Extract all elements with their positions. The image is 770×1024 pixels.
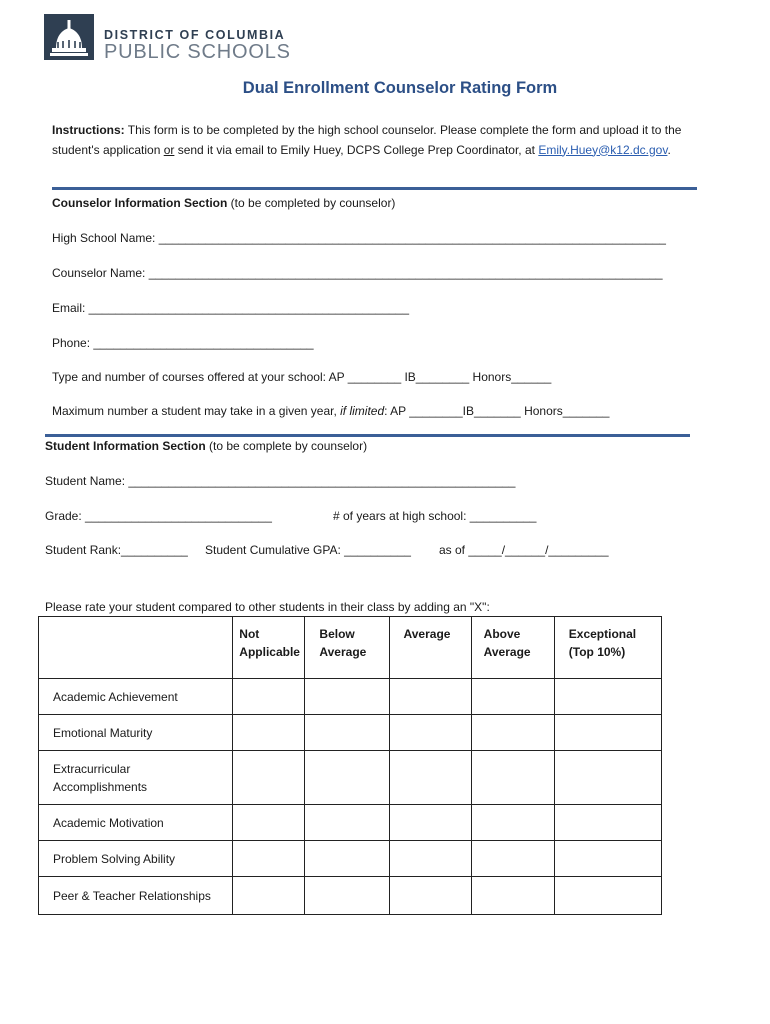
instructions-paragraph bbox=[52, 121, 692, 160]
rating-cell[interactable] bbox=[471, 805, 554, 841]
rating-prompt: Please rate your student compared to other students in their class by adding an "X": bbox=[45, 600, 490, 614]
student-section-title: Student Information Section bbox=[45, 439, 206, 453]
rating-table bbox=[38, 616, 662, 915]
instructions-end: . bbox=[667, 142, 671, 157]
rating-cell[interactable] bbox=[305, 751, 389, 805]
instructions-text-2: send it via email to Emily Huey, DCPS College Prep Coordinator, at bbox=[174, 142, 539, 157]
rating-cell[interactable] bbox=[305, 679, 389, 715]
student-section-note: (to be complete by counselor) bbox=[205, 439, 368, 453]
rating-cell[interactable] bbox=[554, 805, 661, 841]
email-field[interactable]: Email: ________________________________________________ bbox=[52, 301, 410, 315]
instructions-text-1: This form is to be completed by the high school counselor. Please complete the form and upload it to the student's application bbox=[52, 123, 682, 157]
row-label-academic-motivation: Academic Motivation bbox=[39, 805, 233, 841]
row-label-peer-teacher-relationships: Peer & Teacher Relationships bbox=[39, 877, 233, 915]
logo-line-1: DISTRICT OF COLUMBIA bbox=[104, 28, 286, 42]
rating-cell[interactable] bbox=[471, 751, 554, 805]
rating-cell[interactable] bbox=[471, 841, 554, 877]
header-exceptional: Exceptional (Top 10%) bbox=[554, 617, 661, 679]
rating-cell[interactable] bbox=[389, 805, 471, 841]
rating-cell[interactable] bbox=[554, 679, 661, 715]
table-row bbox=[39, 805, 662, 841]
rating-cell[interactable] bbox=[233, 877, 305, 915]
rating-cell[interactable] bbox=[233, 679, 305, 715]
rating-cell[interactable] bbox=[389, 679, 471, 715]
rating-cell[interactable] bbox=[471, 679, 554, 715]
coordinator-email-link[interactable]: Emily.Huey@k12.dc.gov bbox=[538, 142, 668, 157]
rating-cell[interactable] bbox=[305, 877, 389, 915]
header-above-average: Above Average bbox=[471, 617, 554, 679]
instructions-label: Instructions: bbox=[52, 123, 125, 137]
counselor-section-heading bbox=[52, 196, 395, 210]
rating-cell[interactable] bbox=[471, 715, 554, 751]
table-row bbox=[39, 715, 662, 751]
high-school-name-field[interactable]: High School Name: ____________________________________________________________________________ bbox=[52, 231, 666, 245]
gpa-field[interactable]: Student Cumulative GPA: __________ bbox=[205, 543, 411, 557]
rating-cell[interactable] bbox=[233, 751, 305, 805]
table-row bbox=[39, 751, 662, 805]
row-label-problem-solving: Problem Solving Ability bbox=[39, 841, 233, 877]
max-courses-suffix: : AP ________IB_______ Honors_______ bbox=[384, 404, 610, 418]
rating-cell[interactable] bbox=[233, 841, 305, 877]
student-rank-field[interactable]: Student Rank:__________ bbox=[45, 543, 188, 557]
max-courses-italic: if limited bbox=[340, 404, 385, 418]
header-average: Average bbox=[389, 617, 471, 679]
table-row bbox=[39, 841, 662, 877]
rating-cell[interactable] bbox=[389, 751, 471, 805]
rating-cell[interactable] bbox=[389, 715, 471, 751]
max-courses-prefix: Maximum number a student may take in a given year, bbox=[52, 404, 341, 418]
capitol-dome-logo-icon bbox=[44, 14, 94, 60]
max-courses-field[interactable] bbox=[52, 404, 609, 418]
form-title: Dual Enrollment Counselor Rating Form bbox=[242, 79, 558, 97]
header-empty-cell bbox=[39, 617, 233, 679]
rating-cell[interactable] bbox=[305, 805, 389, 841]
rating-cell[interactable] bbox=[233, 715, 305, 751]
student-section-heading bbox=[45, 439, 367, 453]
row-label-academic-achievement: Academic Achievement bbox=[39, 679, 233, 715]
section-divider-2 bbox=[45, 434, 690, 437]
row-label-extracurricular: Extracurricular Accomplishments bbox=[39, 751, 233, 805]
logo-line-2: PUBLIC SCHOOLS bbox=[104, 41, 291, 63]
courses-offered-field[interactable]: Type and number of courses offered at your school: AP ________ IB________ Honors______ bbox=[52, 370, 552, 384]
gpa-date-field[interactable]: as of _____/______/_________ bbox=[439, 543, 609, 557]
years-at-school-field[interactable]: # of years at high school: __________ bbox=[333, 509, 537, 523]
counselor-section-note: (to be completed by counselor) bbox=[227, 196, 396, 210]
phone-field[interactable]: Phone: _________________________________ bbox=[52, 336, 314, 350]
rating-cell[interactable] bbox=[305, 715, 389, 751]
header-not-applicable: Not Applicable bbox=[233, 617, 305, 679]
table-row bbox=[39, 877, 662, 915]
rating-cell[interactable] bbox=[554, 751, 661, 805]
instructions-or: or bbox=[163, 142, 175, 157]
rating-cell[interactable] bbox=[389, 877, 471, 915]
rating-cell[interactable] bbox=[554, 841, 661, 877]
table-row bbox=[39, 679, 662, 715]
grade-field[interactable]: Grade: ____________________________ bbox=[45, 509, 272, 523]
counselor-section-title: Counselor Information Section bbox=[52, 196, 228, 210]
rating-header-row bbox=[39, 617, 662, 679]
section-divider-1 bbox=[52, 187, 697, 190]
rating-cell[interactable] bbox=[305, 841, 389, 877]
rating-cell[interactable] bbox=[471, 877, 554, 915]
header-below-average: Below Average bbox=[305, 617, 389, 679]
rating-cell[interactable] bbox=[233, 805, 305, 841]
rating-cell[interactable] bbox=[554, 877, 661, 915]
student-name-field[interactable]: Student Name: __________________________________________________________ bbox=[45, 474, 516, 488]
rating-cell[interactable] bbox=[389, 841, 471, 877]
rating-cell[interactable] bbox=[554, 715, 661, 751]
row-label-emotional-maturity: Emotional Maturity bbox=[39, 715, 233, 751]
counselor-name-field[interactable]: Counselor Name: _____________________________________________________________________________ bbox=[52, 266, 663, 280]
